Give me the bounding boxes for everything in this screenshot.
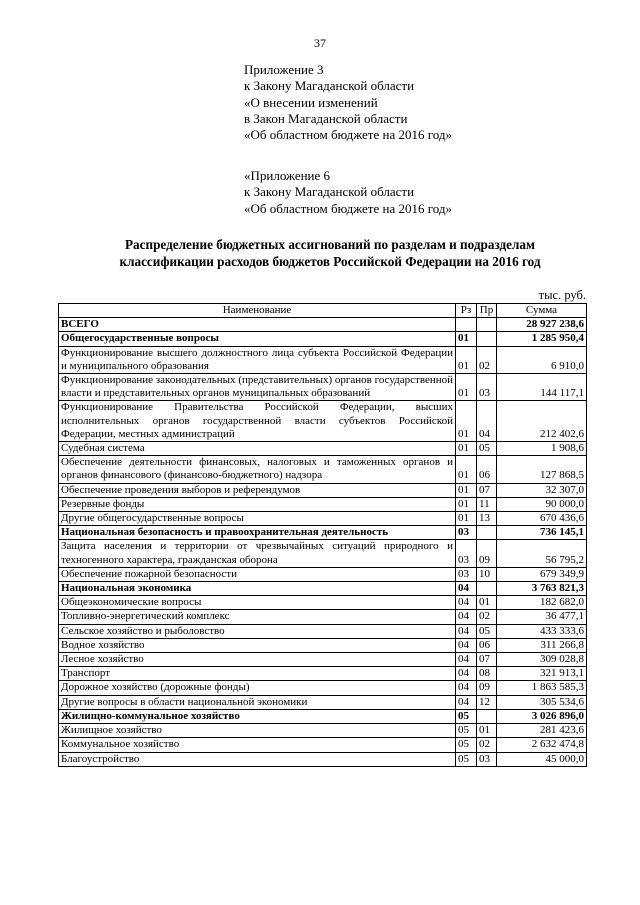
row-sum: 3 763 821,3 — [497, 582, 587, 596]
table-row — [59, 596, 587, 610]
table-row — [59, 695, 587, 709]
row-rz: 04 — [456, 624, 477, 638]
row-pr: 09 — [477, 540, 497, 567]
units-label: тыс. руб. — [538, 288, 586, 302]
table-row — [59, 567, 587, 581]
row-rz: 01 — [456, 512, 477, 526]
table-row — [59, 483, 587, 497]
row-sum: 309 028,8 — [497, 653, 587, 667]
row-name: Топливно-энергетический комплекс — [59, 610, 456, 624]
table-row — [59, 638, 587, 652]
row-rz: 01 — [456, 374, 477, 401]
row-rz: 04 — [456, 596, 477, 610]
row-pr: 07 — [477, 483, 497, 497]
document-title — [40, 236, 620, 270]
row-rz: 03 — [456, 526, 477, 540]
row-sum: 6 910,0 — [497, 346, 587, 373]
row-sum: 56 795,2 — [497, 540, 587, 567]
row-name: Коммунальное хозяйство — [59, 738, 456, 752]
row-rz: 04 — [456, 667, 477, 681]
table-row — [59, 442, 587, 456]
row-pr: 06 — [477, 638, 497, 652]
row-pr: 05 — [477, 442, 497, 456]
row-name: Общегосударственные вопросы — [59, 332, 456, 346]
table-row — [59, 512, 587, 526]
row-name: Обеспечение деятельности финансовых, налоговых и таможенных органов и органов финансового (финансово-бюджетного) надзора — [59, 456, 456, 483]
row-name: Водное хозяйство — [59, 638, 456, 652]
row-name: Дорожное хозяйство (дорожные фонды) — [59, 681, 456, 695]
table-row — [59, 724, 587, 738]
row-pr: 05 — [477, 624, 497, 638]
table-row — [59, 653, 587, 667]
row-pr: 03 — [477, 374, 497, 401]
row-pr: 11 — [477, 497, 497, 511]
table-row — [59, 624, 587, 638]
table-row — [59, 667, 587, 681]
page-number: 37 — [314, 36, 326, 50]
row-sum: 1 863 585,3 — [497, 681, 587, 695]
row-pr — [477, 582, 497, 596]
row-sum: 305 534,6 — [497, 695, 587, 709]
row-pr — [477, 526, 497, 540]
table-row — [59, 582, 587, 596]
table-header-row — [59, 304, 587, 318]
row-pr: 13 — [477, 512, 497, 526]
row-sum: 1 908,6 — [497, 442, 587, 456]
appendix-line: «Об областном бюджете на 2016 год» — [244, 200, 452, 216]
row-pr: 02 — [477, 346, 497, 373]
row-sum: 1 285 950,4 — [497, 332, 587, 346]
row-sum: 127 868,5 — [497, 456, 587, 483]
row-pr: 02 — [477, 610, 497, 624]
row-pr: 03 — [477, 752, 497, 766]
table-row — [59, 332, 587, 346]
row-pr: 08 — [477, 667, 497, 681]
row-name: Жилищно-коммунальное хозяйство — [59, 709, 456, 723]
table-row — [59, 497, 587, 511]
row-sum: 736 145,1 — [497, 526, 587, 540]
row-name: Функционирование высшего должностного лица субъекта Российской Федерации и муниципального образования — [59, 346, 456, 373]
row-pr — [477, 709, 497, 723]
row-sum: 32 307,0 — [497, 483, 587, 497]
appendix-original — [244, 168, 452, 217]
row-name: Другие общегосударственные вопросы — [59, 512, 456, 526]
table-row — [59, 526, 587, 540]
row-rz: 04 — [456, 681, 477, 695]
row-name: Другие вопросы в области национальной экономики — [59, 695, 456, 709]
row-pr: 09 — [477, 681, 497, 695]
row-name: Лесное хозяйство — [59, 653, 456, 667]
row-rz: 01 — [456, 483, 477, 497]
row-name: Благоустройство — [59, 752, 456, 766]
row-rz: 01 — [456, 332, 477, 346]
row-name: Транспорт — [59, 667, 456, 681]
row-pr: 07 — [477, 653, 497, 667]
title-line: Распределение бюджетных ассигнований по разделам и подразделам — [124, 237, 536, 252]
row-rz: 05 — [456, 709, 477, 723]
budget-table — [58, 303, 587, 767]
row-rz: 03 — [456, 540, 477, 567]
table-row — [59, 401, 587, 442]
table-row — [59, 374, 587, 401]
row-name: Функционирование законодательных (представительных) органов государственной власти и представительных органов муниципальных образований — [59, 374, 456, 401]
row-name: Судебная система — [59, 442, 456, 456]
row-rz: 03 — [456, 567, 477, 581]
table-row — [59, 610, 587, 624]
row-pr: 10 — [477, 567, 497, 581]
row-rz: 01 — [456, 442, 477, 456]
row-rz: 04 — [456, 610, 477, 624]
appendix-line: «Об областном бюджете на 2016 год» — [244, 127, 452, 143]
appendix-line: Приложение 3 — [244, 62, 324, 77]
row-rz: 01 — [456, 346, 477, 373]
appendix-line: «Приложение 6 — [244, 168, 331, 183]
row-name: Сельское хозяйство и рыболовство — [59, 624, 456, 638]
row-pr: 04 — [477, 401, 497, 442]
row-rz — [456, 318, 477, 332]
row-pr: 01 — [477, 596, 497, 610]
row-name: Национальная безопасность и правоохранительная деятельность — [59, 526, 456, 540]
row-sum: 321 913,1 — [497, 667, 587, 681]
table-row — [59, 681, 587, 695]
row-sum: 281 423,6 — [497, 724, 587, 738]
table-row — [59, 318, 587, 332]
row-rz: 04 — [456, 638, 477, 652]
row-sum: 144 117,1 — [497, 374, 587, 401]
row-name: Резервные фонды — [59, 497, 456, 511]
row-rz: 05 — [456, 738, 477, 752]
row-name: Функционирование Правительства Российской Федерации, высших исполнительных органов государственной власти субъектов Российской Федерации, местных администраций — [59, 401, 456, 442]
title-line: классификации расходов бюджетов Российской Федерации на 2016 год — [119, 254, 541, 269]
row-rz: 05 — [456, 724, 477, 738]
header-sum: Сумма — [497, 304, 587, 318]
row-rz: 05 — [456, 752, 477, 766]
table-row — [59, 709, 587, 723]
table-row — [59, 456, 587, 483]
row-sum: 433 333,6 — [497, 624, 587, 638]
row-rz: 01 — [456, 456, 477, 483]
row-pr — [477, 332, 497, 346]
row-pr: 06 — [477, 456, 497, 483]
row-name: Жилищное хозяйство — [59, 724, 456, 738]
table-row — [59, 346, 587, 373]
row-pr — [477, 318, 497, 332]
row-sum: 2 632 474,8 — [497, 738, 587, 752]
appendix-line: «О внесении изменений — [244, 94, 378, 110]
table-row — [59, 752, 587, 766]
row-name: Обеспечение пожарной безопасности — [59, 567, 456, 581]
table-body — [59, 318, 587, 767]
row-sum: 90 000,0 — [497, 497, 587, 511]
row-sum: 3 026 896,0 — [497, 709, 587, 723]
row-pr: 02 — [477, 738, 497, 752]
row-pr: 12 — [477, 695, 497, 709]
row-rz: 01 — [456, 401, 477, 442]
row-rz: 04 — [456, 653, 477, 667]
table-row — [59, 738, 587, 752]
header-name: Наименование — [59, 304, 456, 318]
row-sum: 28 927 238,6 — [497, 318, 587, 332]
appendix-line: к Закону Магаданской области — [244, 78, 415, 94]
appendix-line: к Закону Магаданской области — [244, 184, 415, 200]
table-row — [59, 540, 587, 567]
row-rz: 04 — [456, 695, 477, 709]
row-name: Общеэкономические вопросы — [59, 596, 456, 610]
row-sum: 36 477,1 — [497, 610, 587, 624]
row-name: Обеспечение проведения выборов и референдумов — [59, 483, 456, 497]
appendix-line: в Закон Магаданской области — [244, 110, 408, 126]
row-sum: 212 402,6 — [497, 401, 587, 442]
row-name: ВСЕГО — [59, 318, 456, 332]
row-sum: 45 000,0 — [497, 752, 587, 766]
header-rz: Рз — [456, 304, 477, 318]
row-rz: 04 — [456, 582, 477, 596]
row-sum: 679 349,9 — [497, 567, 587, 581]
row-rz: 01 — [456, 497, 477, 511]
row-sum: 670 436,6 — [497, 512, 587, 526]
appendix-current — [244, 62, 452, 143]
row-pr: 01 — [477, 724, 497, 738]
row-sum: 311 266,8 — [497, 638, 587, 652]
row-name: Национальная экономика — [59, 582, 456, 596]
row-sum: 182 682,0 — [497, 596, 587, 610]
row-name: Защита населения и территории от чрезвычайных ситуаций природного и техногенного характера, гражданская оборона — [59, 540, 456, 567]
header-pr: Пр — [477, 304, 497, 318]
